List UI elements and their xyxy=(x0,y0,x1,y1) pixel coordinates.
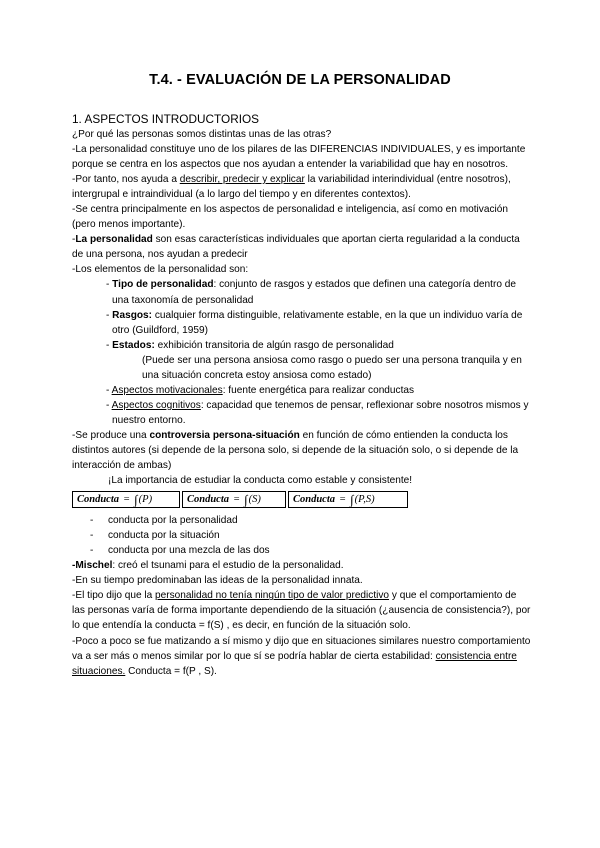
elements-list xyxy=(72,277,532,427)
paragraph: -En su tiempo predominaban las ideas de la personalidad innata. xyxy=(72,575,363,587)
list-item: - Estados: exhibición transitoria de algún rasgo de personalidad xyxy=(106,339,394,351)
formula-box: Conducta = ∫ (S) xyxy=(182,491,286,508)
formula-row xyxy=(72,491,532,508)
paragraph: -El tipo dijo que la personalidad no tenía ningún tipo de valor predictivo y que el comportamiento de las personas varía de forma importante dependiendo de la situación (¿ausencia de consistencia?), por lo que entendía la conducta = f(S) , es decir, en función de la situación solo. xyxy=(72,590,531,632)
paragraph: -La personalidad constituye uno de los pilares de las DIFERENCIAS INDIVIDUALES, y es importante porque se centra en los aspectos que nos ayudan a entender la variabilidad que hay en nosotros. xyxy=(72,144,526,171)
document-title: T.4. - EVALUACIÓN DE LA PERSONALIDAD xyxy=(149,72,451,88)
list-item: - conducta por una mezcla de las dos xyxy=(90,545,270,557)
section-heading: 1. ASPECTOS INTRODUCTORIOS xyxy=(72,112,260,126)
bullet-list xyxy=(72,513,532,558)
list-item: - Aspectos motivacionales: fuente energética para realizar conductas xyxy=(106,384,415,396)
paragraph: -Poco a poco se fue matizando a sí mismo y dijo que en situaciones similares nuestro comportamiento va a ser más o menos similar por lo que sí se podría hablar de cierta estabilidad: consistencia entre situaciones. Conducta = f(P , S). xyxy=(72,635,531,677)
paragraph: -Mischel: creó el tsunami para el estudio de la personalidad. xyxy=(72,560,344,572)
paragraph: -Los elementos de la personalidad son: xyxy=(72,264,249,276)
paragraph: ¡La importancia de estudiar la conducta como estable y consistente! xyxy=(108,475,413,487)
document-body xyxy=(72,111,532,679)
paragraph: -La personalidad son esas características individuales que aportan cierta regularidad a la conducta de una persona, nos ayudan a predecir xyxy=(72,234,520,261)
paragraph: -Se centra principalmente en los aspectos de personalidad e inteligencia, así como en motivación (pero menos importante). xyxy=(72,204,508,231)
list-item: - conducta por la situación xyxy=(90,530,220,542)
paragraph: ¿Por qué las personas somos distintas unas de las otras? xyxy=(72,129,332,140)
paragraph: -Se produce una controversia persona-situación en función de cómo entienden la conducta los distintos autores (si depende de la persona solo, si depende de la situación solo, o si depende de la interacción de ambas) xyxy=(72,429,519,472)
formula-box: Conducta = ∫ (P,S) xyxy=(288,491,408,508)
paragraph: -Por tanto, nos ayuda a describir, predecir y explicar la variabilidad interindividual (entre nosotros), intergrupal e intraindividual (a lo largo del tiempo y en diferentes contextos). xyxy=(72,174,511,201)
list-item-note: (Puede ser una persona ansiosa como rasgo o puedo ser una persona tranquila y en una situación concreta estoy ansiosa como estado) xyxy=(142,354,522,381)
formula-box: Conducta = ∫ (P) xyxy=(72,491,180,508)
list-item: - Rasgos: cualquier forma distinguible, relativamente estable, en la que un individuo varía de otro (Guildford, 1959) xyxy=(106,309,523,336)
list-item: - conducta por la personalidad xyxy=(90,515,238,527)
list-item: - Aspectos cognitivos: capacidad que tenemos de pensar, reflexionar sobre nosotros mismos y nuestro entorno. xyxy=(106,399,529,426)
list-item: - Tipo de personalidad: conjunto de rasgos y estados que definen una categoría dentro de una taxonomía de personalidad xyxy=(106,279,516,306)
